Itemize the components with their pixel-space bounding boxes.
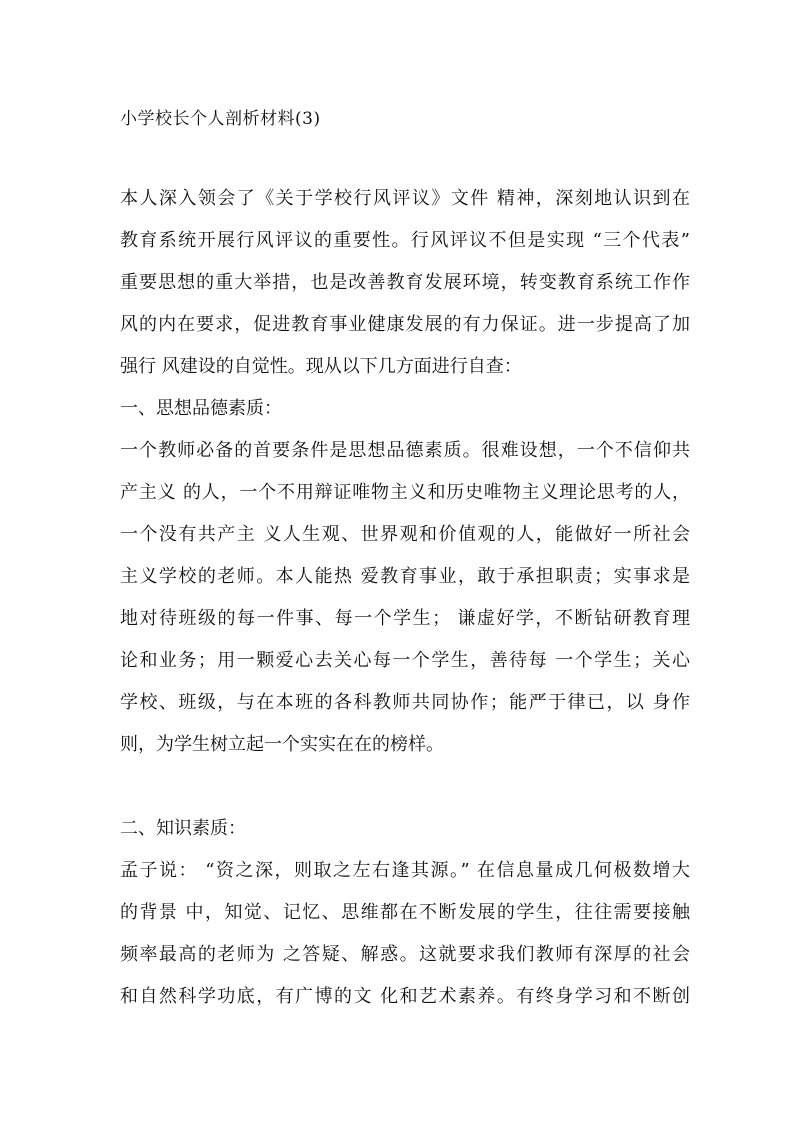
document-title: 小学校长个人剖析材料(3) [120, 109, 321, 129]
paragraph-line: 一个没有共产主 义人生观、世界观和价值观的人，能做好一所社会 [120, 524, 690, 545]
paragraph-line: 频率最高的老师为 之答疑、解惑。这就要求我们教师有深厚的社会 [120, 944, 690, 965]
paragraph-line: 教育系统开展行风评议的重要性。行风评议不但是实现 “三个代表” [120, 230, 690, 251]
paragraph-line: 孟子说： “资之深，则取之左右逢其源。” 在信息量成几何极数增大 [120, 860, 690, 881]
paragraph-line: 的背景 中，知觉、记忆、思维都在不断发展的学生，往往需要接触 [120, 902, 690, 923]
paragraph-line: 强行 风建设的自觉性。现从以下几方面进行自查： [120, 356, 522, 377]
paragraph-line: 论和业务；用一颗爱心去关心每一个学生，善待每 一个学生；关心 [120, 650, 690, 671]
paragraph-line: 一个教师必备的首要条件是思想品德素质。很难设想，一个不信仰共 [120, 440, 690, 461]
paragraph-line: 则，为学生树立起一个实实在在的榜样。 [120, 734, 444, 755]
paragraph-line: 主义学校的老师。本人能热 爱教育事业，敢于承担职责；实事求是 [120, 566, 690, 587]
paragraph-line: 本人深入领会了《关于学校行风评议》文件 精神，深刻地认识到在 [120, 188, 690, 209]
paragraph-line: 和自然科学功底，有广博的文 化和艺术素养。有终身学习和不断创 [120, 986, 690, 1007]
paragraph-line: 地对待班级的每一件事、每一个学生； 谦虚好学，不断钻研教育理 [120, 608, 690, 629]
paragraph-line: 重要思想的重大举措，也是改善教育发展环境，转变教育系统工作作 [120, 272, 690, 293]
section-heading: 二、知识素质： [120, 818, 246, 839]
section-heading: 一、思想品德素质： [120, 398, 282, 419]
paragraph-line: 产主义 的人，一个不用辩证唯物主义和历史唯物主义理论思考的人， [120, 482, 690, 503]
paragraph-line: 学校、班级，与在本班的各科教师共同协作；能严于律已，以 身作 [120, 692, 690, 713]
paragraph-line: 风的内在要求，促进教育事业健康发展的有力保证。进一步提高了加 [120, 314, 690, 335]
